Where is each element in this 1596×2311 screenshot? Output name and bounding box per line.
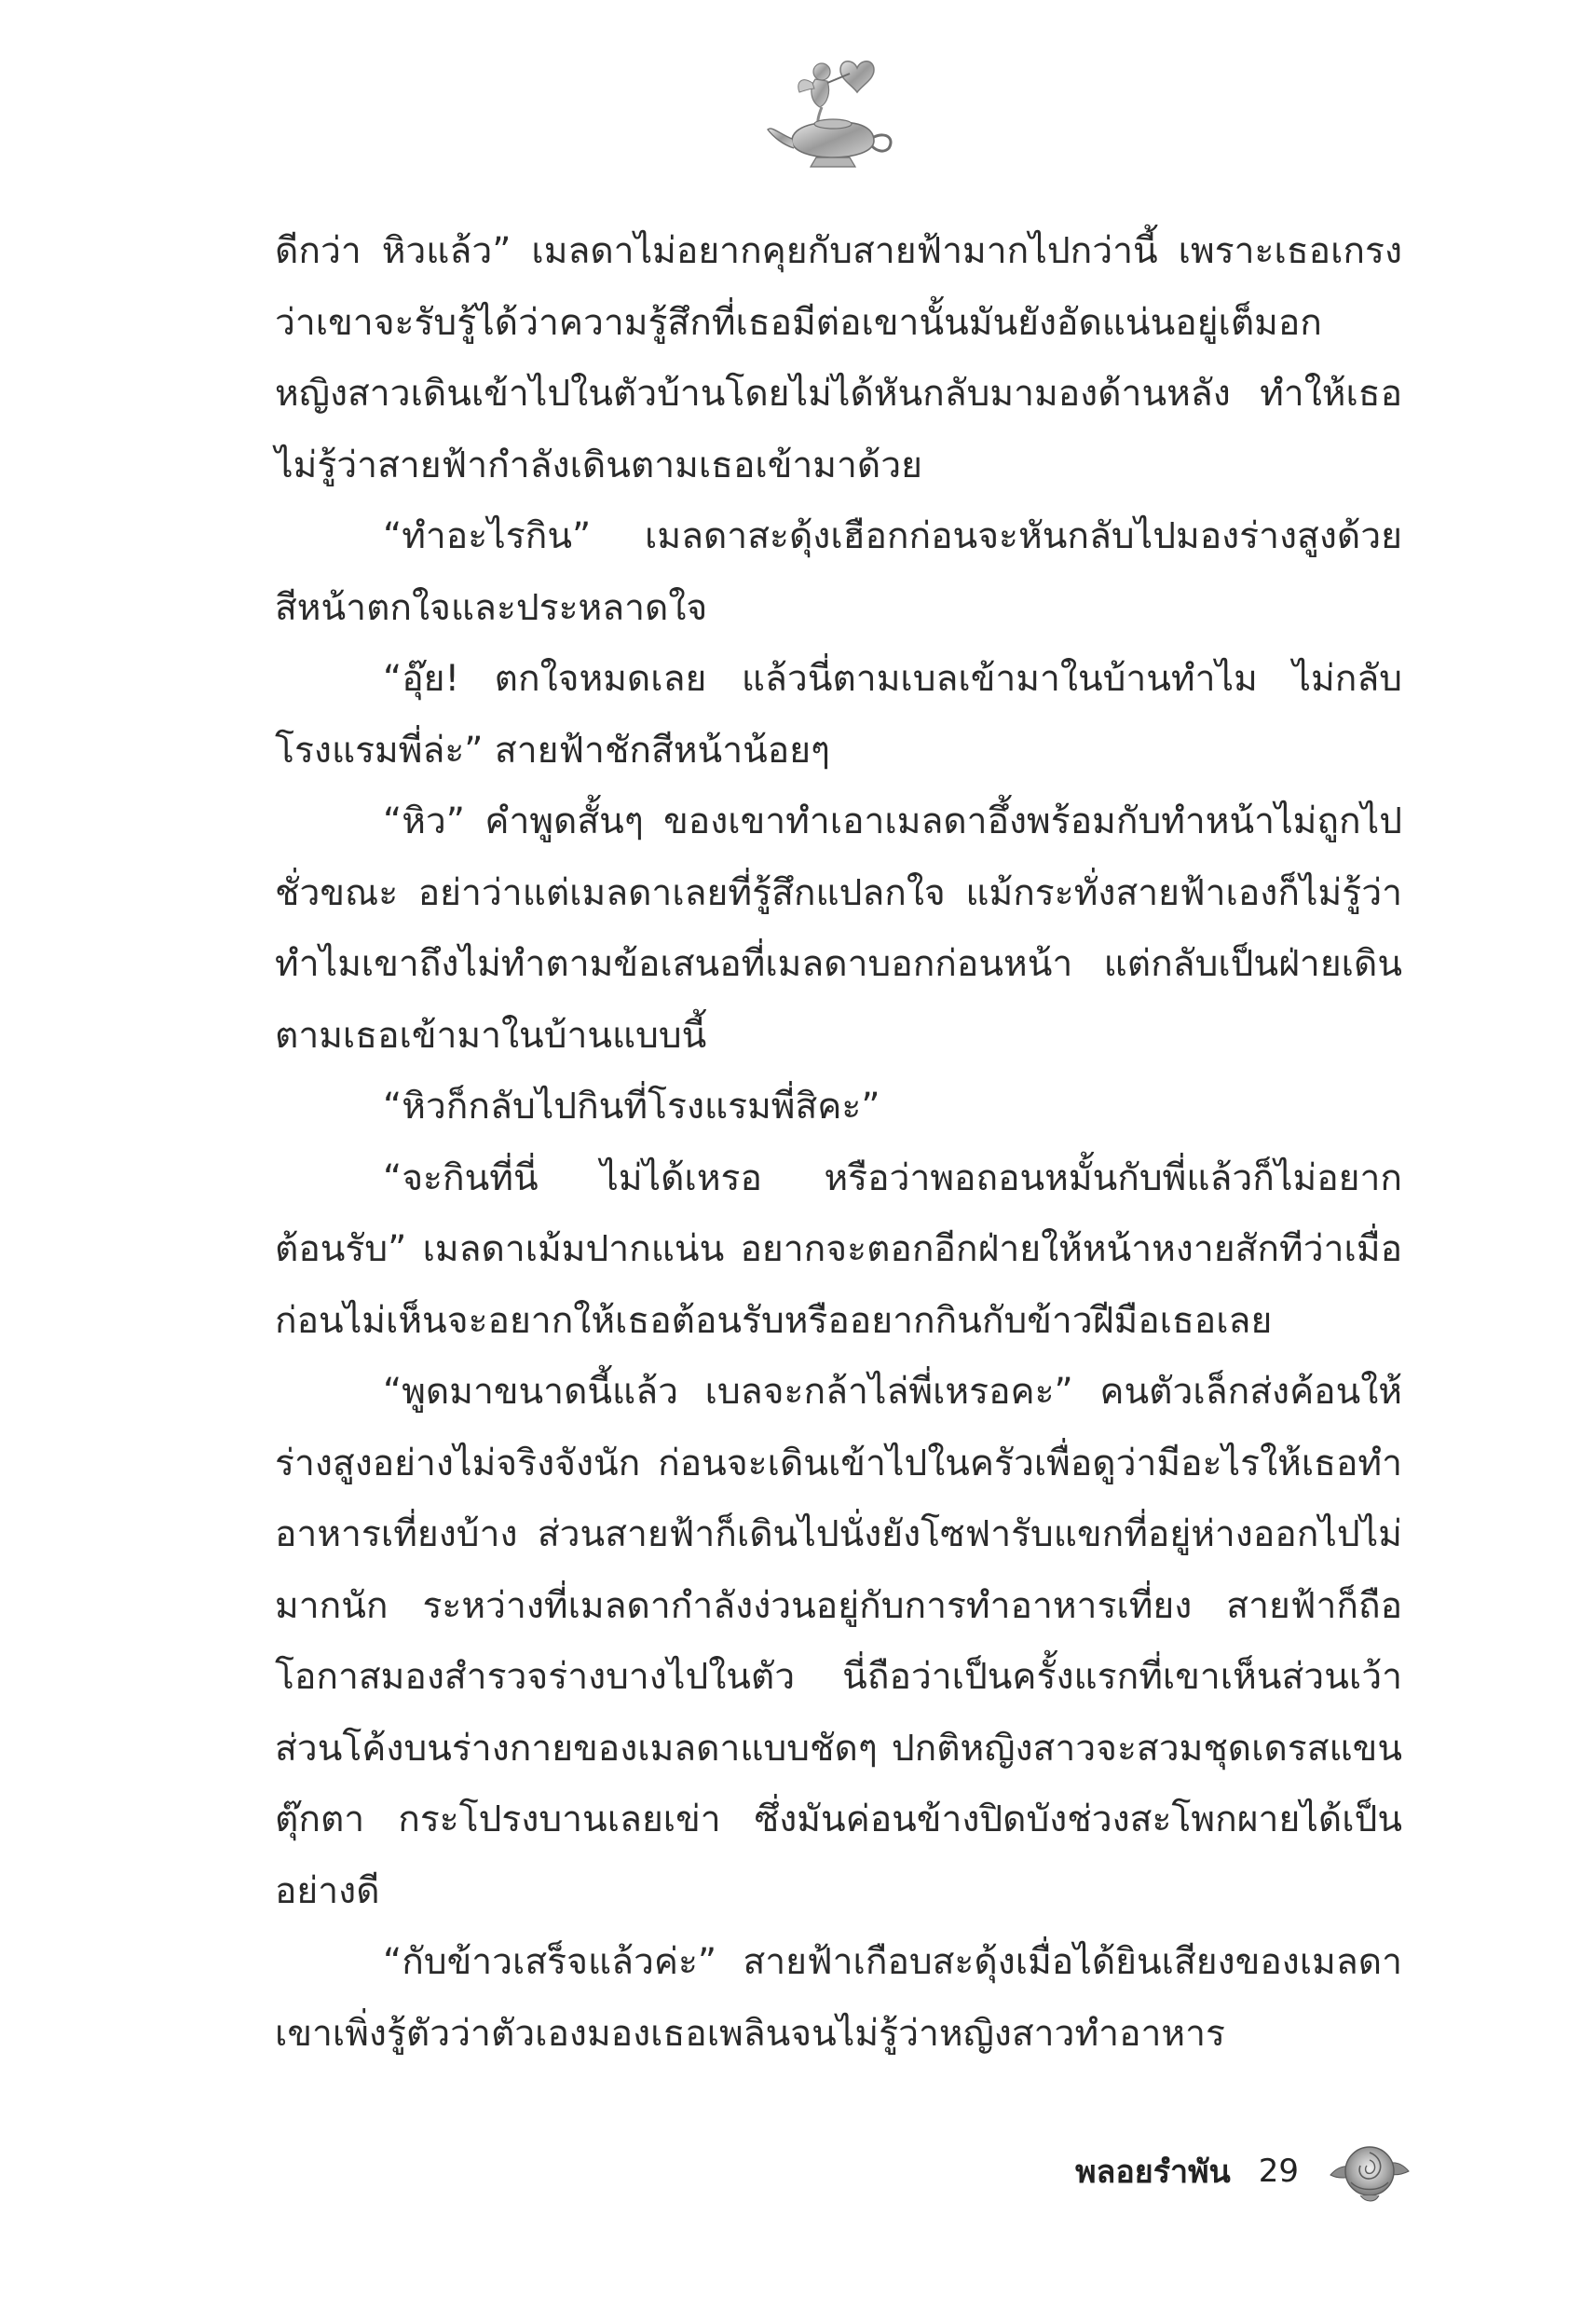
paragraph: “กับข้าวเสร็จแล้วค่ะ” สายฟ้าเกือบสะดุ้งเมื่อได้ยินเสียงของเมลดา เขาเพิ่งรู้ตัวว่าตัวเองมองเธอเพลินจนไม่รู้ว่าหญิงสาวทำอาหาร	[275, 1941, 1402, 2055]
paragraph: “หิว” คำพูดสั้นๆ ของเขาทำเอาเมลดาอึ้งพร้อมกับทำหน้าไม่ถูกไปชั่วขณะ อย่าว่าแต่เมลดาเลยที่รู้สึกแปลกใจ แม้กระทั่งสายฟ้าเองก็ไม่รู้ว่าทำไมเขาถึงไม่ทำตามข้อเสนอที่เมลดาบอกก่อนหน้า แต่กลับเป็นฝ่ายเดินตามเธอเข้ามาในบ้านแบบนี้	[275, 800, 1402, 1057]
paragraph: “อุ๊ย! ตกใจหมดเลย แล้วนี่ตามเบลเข้ามาในบ้านทำไม ไม่กลับโรงแรมพี่ล่ะ” สายฟ้าชักสีหน้าน้อยๆ	[275, 658, 1402, 772]
cupid-teapot-icon	[764, 51, 904, 172]
rose-ornament-icon	[1323, 2134, 1416, 2208]
paragraph: “จะกินที่นี่ ไม่ได้เหรอ หรือว่าพอถอนหมั้นกับพี่แล้วก็ไม่อยากต้อนรับ” เมลดาเม้มปากแน่น อยากจะตอกอีกฝ่ายให้หน้าหงายสักทีว่าเมื่อก่อนไม่เห็นจะอยากให้เธอต้อนรับหรืออยากกินกับข้าวฝีมือเธอเลย	[275, 1156, 1402, 1342]
page-number: 29	[1258, 2153, 1299, 2190]
page-footer	[978, 2129, 1416, 2213]
paragraph: “ทำอะไรกิน” เมลดาสะดุ้งเฮือกก่อนจะหันกลับไปมองร่างสูงด้วยสีหน้าตกใจและประหลาดใจ	[275, 515, 1402, 629]
paragraph: “พูดมาขนาดนี้แล้ว เบลจะกล้าไล่พี่เหรอคะ” คนตัวเล็กส่งค้อนให้ร่างสูงอย่างไม่จริงจังนัก ก่อนจะเดินเข้าไปในครัวเพื่อดูว่ามีอะไรให้เธอทำอาหารเที่ยงบ้าง ส่วนสายฟ้าก็เดินไปนั่งยังโซฟารับแขกที่อยู่ห่างออกไปไม่มากนัก ระหว่างที่เมลดากำลังง่วนอยู่กับการทำอาหารเที่ยง สายฟ้าก็ถือโอกาสมองสำรวจร่างบางไปในตัว นี่ถือว่าเป็นครั้งแรกที่เขาเห็นส่วนเว้าส่วนโค้งบนร่างกายของเมลดาแบบชัดๆ ปกติหญิงสาวจะสวมชุดเดรสแขนตุ๊กตา กระโปรงบานเลยเข่า ซึ่งมันค่อนข้างปิดบังช่วงสะโพกผายได้เป็นอย่างดี	[275, 1371, 1402, 1912]
book-title: พลอยรำพัน	[1075, 2154, 1231, 2191]
paragraph: ดีกว่า หิวแล้ว” เมลดาไม่อยากคุยกับสายฟ้ามากไปกว่านี้ เพราะเธอเกรงว่าเขาจะรับรู้ได้ว่าความรู้สึกที่เธอมีต่อเขานั้นมันยังอัดแน่นอยู่เต็มอก หญิงสาวเดินเข้าไปในตัวบ้านโดยไม่ได้หันกลับมามองด้านหลัง ทำให้เธอไม่รู้ว่าสายฟ้ากำลังเดินตามเธอเข้ามาด้วย	[275, 230, 1402, 486]
paragraph: “หิวก็กลับไปกินที่โรงแรมพี่สิคะ”	[383, 1086, 880, 1128]
chapter-body	[275, 216, 1402, 2070]
